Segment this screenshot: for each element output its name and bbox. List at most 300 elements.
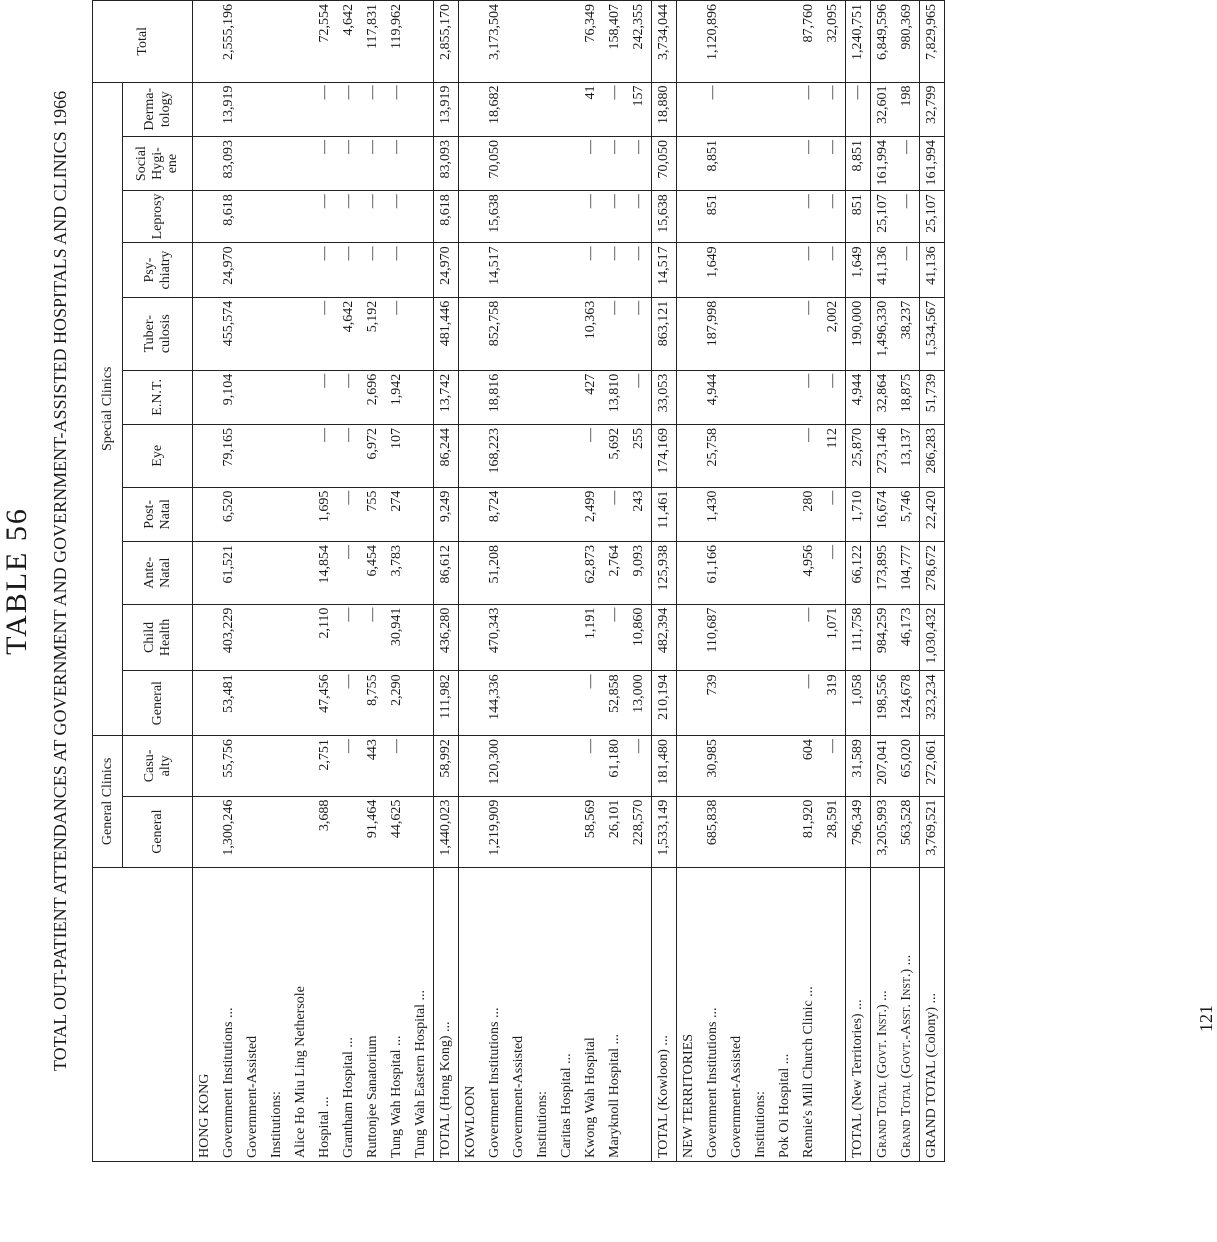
cell-value: 3,783 — [389, 544, 404, 577]
table-row — [677, 1, 846, 1162]
cell-value: 5,692 — [607, 428, 622, 460]
cell-value — [773, 246, 797, 293]
row-label: Institutions: — [753, 1091, 768, 1158]
cell-value: — — [389, 246, 404, 261]
cell-value: 4,642 — [341, 300, 356, 333]
cell-value: 41,136 — [924, 246, 939, 285]
value-cell — [193, 425, 434, 488]
cell-value: 443 — [365, 739, 380, 761]
cell-value — [193, 491, 217, 538]
cell-value: — — [365, 607, 380, 622]
cell-value: 403,229 — [221, 607, 236, 654]
row-label: Tung Wah Hospital ... — [389, 1035, 404, 1158]
cell-value: 1,710 — [850, 490, 865, 523]
cell-value: 755 — [365, 490, 380, 512]
cell-value — [459, 608, 483, 668]
value-cell — [434, 736, 459, 797]
value-cell — [677, 82, 846, 136]
value-cell — [652, 487, 677, 541]
cell-value — [507, 374, 531, 421]
cell-value: 181,480 — [656, 739, 671, 785]
cell-value: 6,849,596 — [875, 4, 890, 60]
value-cell — [920, 1, 945, 83]
cell-value — [773, 194, 797, 239]
table-row — [920, 1, 945, 1162]
cell-value: 980,369 — [899, 4, 914, 50]
cell-value — [507, 86, 531, 133]
cell-value — [241, 194, 265, 239]
cell-value: 563,528 — [899, 799, 914, 846]
cell-value: 1,071 — [825, 607, 840, 640]
cell-value — [265, 194, 289, 239]
value-cell — [677, 191, 846, 243]
value-cell — [434, 604, 459, 671]
value-cell — [193, 604, 434, 671]
cell-value: 984,259 — [875, 607, 890, 654]
column-header-psychiatry: Psy-chiatry — [123, 243, 193, 297]
cell-value — [725, 140, 749, 187]
cell-value: 111,758 — [850, 607, 865, 653]
cell-value: 1,300,246 — [221, 799, 236, 856]
cell-value — [265, 301, 289, 367]
value-cell — [193, 82, 434, 136]
cell-value — [677, 374, 701, 421]
cell-value — [677, 140, 701, 187]
value-cell — [193, 736, 434, 797]
cell-value: — — [583, 139, 598, 154]
value-cell — [652, 370, 677, 424]
cell-value: — — [801, 428, 816, 443]
cell-value — [265, 545, 289, 601]
cell-value — [459, 374, 483, 421]
row-label: Grantham Hospital ... — [341, 1037, 356, 1158]
general-clinics-header: General Clinics — [93, 736, 123, 868]
cell-value: 2,110 — [317, 607, 332, 639]
cell-value: 53,481 — [221, 674, 236, 713]
cell-value — [725, 374, 749, 421]
cell-value: 280 — [801, 490, 816, 512]
value-cell — [677, 370, 846, 424]
column-header-social-hygiene: Social Hygi-ene — [123, 136, 193, 190]
cell-value: 2,499 — [583, 490, 598, 523]
cell-value — [725, 246, 749, 293]
cell-value — [193, 301, 217, 367]
value-cell — [846, 370, 871, 424]
cell-value — [749, 374, 773, 421]
cell-value: — — [317, 428, 332, 443]
cell-value: 1,695 — [317, 490, 332, 523]
cell-value: 18,682 — [487, 85, 502, 125]
cell-value: 851 — [850, 194, 865, 216]
row-label-cell — [193, 867, 434, 1161]
cell-value — [725, 608, 749, 668]
cell-value: — — [583, 739, 598, 754]
cell-value — [289, 800, 313, 864]
value-cell — [434, 425, 459, 488]
cell-value: 24,970 — [221, 246, 236, 285]
cell-value: 2,555,196 — [221, 4, 236, 60]
value-cell — [434, 370, 459, 424]
cell-value: 323,234 — [924, 674, 939, 720]
cell-value: 125,938 — [656, 544, 671, 591]
cell-value: 6,972 — [365, 428, 380, 460]
value-cell — [871, 243, 920, 297]
value-cell — [920, 243, 945, 297]
cell-value — [193, 86, 217, 133]
table-row — [652, 1, 677, 1162]
cell-value — [531, 674, 555, 732]
cell-value — [555, 491, 579, 538]
cell-value: 851 — [705, 194, 720, 216]
value-cell — [459, 243, 652, 297]
value-cell — [652, 136, 677, 190]
cell-value: 9,104 — [221, 373, 236, 406]
cell-value: 111,982 — [438, 674, 453, 719]
cell-value: 8,851 — [705, 139, 720, 172]
cell-value — [193, 374, 217, 421]
cell-value: 61,166 — [705, 544, 720, 584]
cell-value: 25,107 — [924, 194, 939, 233]
cell-value — [725, 86, 749, 133]
cell-value — [555, 4, 579, 79]
cell-value: 33,053 — [656, 373, 671, 413]
cell-value — [531, 140, 555, 187]
cell-value — [555, 739, 579, 793]
cell-value — [749, 800, 773, 864]
row-label: Kwong Wah Hospital — [583, 1037, 598, 1158]
row-label: Government Institutions ... — [705, 1007, 720, 1158]
value-cell — [846, 796, 871, 867]
value-cell — [871, 541, 920, 604]
cell-value — [677, 428, 701, 484]
cell-value: — — [899, 246, 914, 261]
value-cell — [871, 1, 920, 83]
cell-value: 13,742 — [438, 373, 453, 413]
row-label: TOTAL (Hong Kong) ... — [438, 1021, 453, 1158]
value-cell — [871, 736, 920, 797]
cell-value: 112 — [825, 428, 840, 449]
cell-value — [725, 739, 749, 793]
cell-value: — — [389, 139, 404, 154]
cell-value — [773, 608, 797, 668]
cell-value — [265, 428, 289, 484]
cell-value: 243 — [631, 490, 646, 512]
cell-value — [677, 739, 701, 793]
cell-value: 3,734,044 — [656, 4, 671, 60]
value-cell — [846, 487, 871, 541]
cell-value — [265, 739, 289, 793]
value-cell — [459, 370, 652, 424]
value-cell — [846, 604, 871, 671]
row-label: Institutions: — [535, 1091, 550, 1158]
row-label: Tung Wah Eastern Hospital ... — [413, 989, 428, 1158]
cell-value — [725, 545, 749, 601]
cell-value: 124,678 — [899, 674, 914, 720]
cell-value: 5,746 — [899, 490, 914, 523]
cell-value: — — [825, 139, 840, 154]
cell-value: 7,829,965 — [924, 4, 939, 60]
cell-value — [531, 800, 555, 864]
table-row — [459, 1, 652, 1162]
value-cell — [652, 541, 677, 604]
column-header-general: General — [123, 796, 193, 867]
cell-value: — — [317, 246, 332, 261]
cell-value: 91,464 — [365, 799, 380, 839]
cell-value: — — [317, 194, 332, 209]
column-header-tuberculosis: Tuber-culosis — [123, 297, 193, 370]
cell-value: 30,941 — [389, 607, 404, 647]
value-cell — [193, 671, 434, 736]
cell-value: 83,093 — [438, 139, 453, 179]
value-cell — [846, 425, 871, 488]
cell-value: 739 — [705, 674, 720, 696]
cell-value — [507, 428, 531, 484]
cell-value — [531, 4, 555, 79]
value-cell — [677, 736, 846, 797]
cell-value: 18,875 — [899, 373, 914, 413]
cell-value — [507, 674, 531, 732]
row-label-cell — [434, 867, 459, 1161]
row-label: Maryknoll Hospital ... — [607, 1033, 622, 1158]
cell-value — [459, 491, 483, 538]
value-cell — [677, 796, 846, 867]
cell-value — [555, 608, 579, 668]
cell-value: 25,758 — [705, 428, 720, 467]
cell-value: 61,521 — [221, 544, 236, 584]
cell-value — [241, 491, 265, 538]
cell-value: 13,919 — [221, 85, 236, 125]
value-cell — [871, 796, 920, 867]
cell-value — [193, 140, 217, 187]
cell-value: 286,283 — [924, 428, 939, 474]
cell-value: 161,994 — [924, 139, 939, 186]
cell-value: 107 — [389, 428, 404, 450]
cell-value — [459, 428, 483, 484]
value-cell — [193, 191, 434, 243]
cell-value: 62,873 — [583, 544, 598, 584]
cell-value: — — [389, 194, 404, 209]
cell-value — [773, 4, 797, 79]
cell-value — [193, 428, 217, 484]
cell-value: 5,192 — [365, 300, 380, 333]
cell-value: 22,420 — [924, 490, 939, 530]
cell-value — [289, 545, 313, 601]
column-header-post-natal: Post-Natal — [123, 487, 193, 541]
cell-value: — — [801, 246, 816, 261]
cell-value — [193, 545, 217, 601]
cell-value — [555, 140, 579, 187]
cell-value: 174,169 — [656, 428, 671, 474]
cell-value: 86,244 — [438, 428, 453, 467]
value-cell — [871, 136, 920, 190]
cell-value: 168,223 — [487, 428, 502, 474]
cell-value: 455,574 — [221, 300, 236, 347]
table-row — [846, 1, 871, 1162]
column-header-eye: Eye — [123, 425, 193, 488]
value-cell — [652, 1, 677, 83]
value-cell — [920, 736, 945, 797]
row-label: Pok Oi Hospital ... — [777, 1053, 792, 1158]
value-cell — [846, 191, 871, 243]
cell-value: — — [801, 139, 816, 154]
label-header-cell — [93, 867, 193, 1161]
cell-value — [749, 739, 773, 793]
value-cell — [652, 796, 677, 867]
cell-value — [193, 194, 217, 239]
cell-value: 8,618 — [221, 194, 236, 226]
cell-value: — — [365, 194, 380, 209]
value-cell — [677, 136, 846, 190]
cell-value — [265, 140, 289, 187]
cell-value — [773, 491, 797, 538]
cell-value — [531, 194, 555, 239]
cell-value — [773, 428, 797, 484]
value-cell — [871, 82, 920, 136]
value-cell — [871, 425, 920, 488]
row-label: Rennie's Mill Church Clinic ... — [801, 986, 816, 1158]
cell-value — [459, 194, 483, 239]
cell-value: 25,870 — [850, 428, 865, 467]
row-label: Grand Total (Govt. Inst.) ... — [875, 990, 890, 1158]
cell-value: — — [801, 373, 816, 388]
cell-value: — — [365, 246, 380, 261]
row-label-cell — [677, 867, 846, 1161]
cell-value — [289, 140, 313, 187]
cell-value: 796,349 — [850, 799, 865, 846]
cell-value — [749, 608, 773, 668]
cell-value — [289, 739, 313, 793]
cell-value — [555, 86, 579, 133]
cell-value — [725, 194, 749, 239]
column-header-ent: E.N.T. — [123, 370, 193, 424]
cell-value — [555, 246, 579, 293]
page-title: TABLE 56 — [0, 507, 33, 655]
cell-value: 51,739 — [924, 373, 939, 413]
row-label: Grand Total (Govt.-Asst. Inst.) ... — [899, 954, 914, 1158]
value-cell — [459, 191, 652, 243]
cell-value — [289, 194, 313, 239]
cell-value — [265, 86, 289, 133]
cell-value: — — [801, 607, 816, 622]
cell-value — [773, 800, 797, 864]
cell-value: 242,355 — [631, 4, 646, 50]
cell-value: 26,101 — [607, 799, 622, 839]
row-label: Institutions: — [269, 1091, 284, 1158]
cell-value — [507, 194, 531, 239]
value-cell — [677, 671, 846, 736]
cell-value: 1,219,909 — [487, 799, 502, 856]
cell-value — [265, 674, 289, 732]
cell-value: — — [801, 674, 816, 689]
cell-value — [241, 86, 265, 133]
cell-value — [725, 4, 749, 79]
cell-value: 863,121 — [656, 300, 671, 347]
cell-value: 1,649 — [705, 246, 720, 278]
value-cell — [193, 243, 434, 297]
cell-value: 685,838 — [705, 799, 720, 846]
cell-value: 2,764 — [607, 544, 622, 577]
cell-value — [265, 4, 289, 79]
cell-value: 1,534,567 — [924, 300, 939, 357]
cell-value — [265, 491, 289, 538]
cell-value — [677, 4, 701, 79]
cell-value — [289, 608, 313, 668]
cell-value — [677, 491, 701, 538]
cell-value — [459, 739, 483, 793]
cell-value: 32,601 — [875, 85, 890, 125]
cell-value: — — [705, 85, 720, 100]
cell-value: 61,180 — [607, 739, 622, 778]
cell-value: 4,642 — [341, 4, 356, 36]
cell-value: 2,855,170 — [438, 4, 453, 60]
cell-value — [677, 608, 701, 668]
column-header-ante-natal: Ante-Natal — [123, 541, 193, 604]
cell-value: — — [850, 85, 865, 100]
cell-value: 32,799 — [924, 85, 939, 125]
cell-value: 158,407 — [607, 4, 622, 50]
value-cell — [652, 243, 677, 297]
value-cell — [846, 1, 871, 83]
special-clinics-header: Special Clinics — [93, 82, 123, 736]
cell-value: 228,570 — [631, 799, 646, 846]
value-cell — [677, 541, 846, 604]
cell-value — [241, 739, 265, 793]
value-cell — [459, 136, 652, 190]
value-cell — [459, 487, 652, 541]
cell-value: — — [341, 674, 356, 689]
cell-value — [241, 674, 265, 732]
cell-value — [749, 140, 773, 187]
cell-value — [531, 428, 555, 484]
cell-value: — — [389, 85, 404, 100]
cell-value — [749, 194, 773, 239]
value-cell — [459, 541, 652, 604]
cell-value: 3,173,504 — [487, 4, 502, 60]
value-cell — [434, 541, 459, 604]
cell-value — [725, 301, 749, 367]
value-cell — [846, 671, 871, 736]
cell-value — [749, 4, 773, 79]
cell-value — [265, 246, 289, 293]
cell-value — [459, 674, 483, 732]
value-cell — [920, 796, 945, 867]
row-label: NEW TERRITORIES — [681, 1033, 696, 1158]
cell-value: — — [631, 739, 646, 754]
cell-value: 72,554 — [317, 4, 332, 43]
value-cell — [652, 736, 677, 797]
cell-value: 11,461 — [656, 490, 671, 529]
cell-value: 1,942 — [389, 373, 404, 406]
value-cell — [920, 370, 945, 424]
cell-value: 4,944 — [850, 373, 865, 406]
value-cell — [459, 425, 652, 488]
cell-value: — — [825, 373, 840, 388]
cell-value: 274 — [389, 490, 404, 512]
cell-value — [289, 491, 313, 538]
cell-value: 1,496,330 — [875, 300, 890, 357]
cell-value: 31,589 — [850, 739, 865, 778]
row-label: Ruttonjee Sanatorium — [365, 1035, 380, 1158]
value-cell — [846, 736, 871, 797]
row-label-cell — [846, 867, 871, 1161]
cell-value: 65,020 — [899, 739, 914, 778]
cell-value: — — [631, 139, 646, 154]
cell-value — [289, 374, 313, 421]
cell-value: — — [899, 139, 914, 154]
cell-value — [677, 194, 701, 239]
cell-value — [749, 545, 773, 601]
cell-value — [677, 674, 701, 732]
